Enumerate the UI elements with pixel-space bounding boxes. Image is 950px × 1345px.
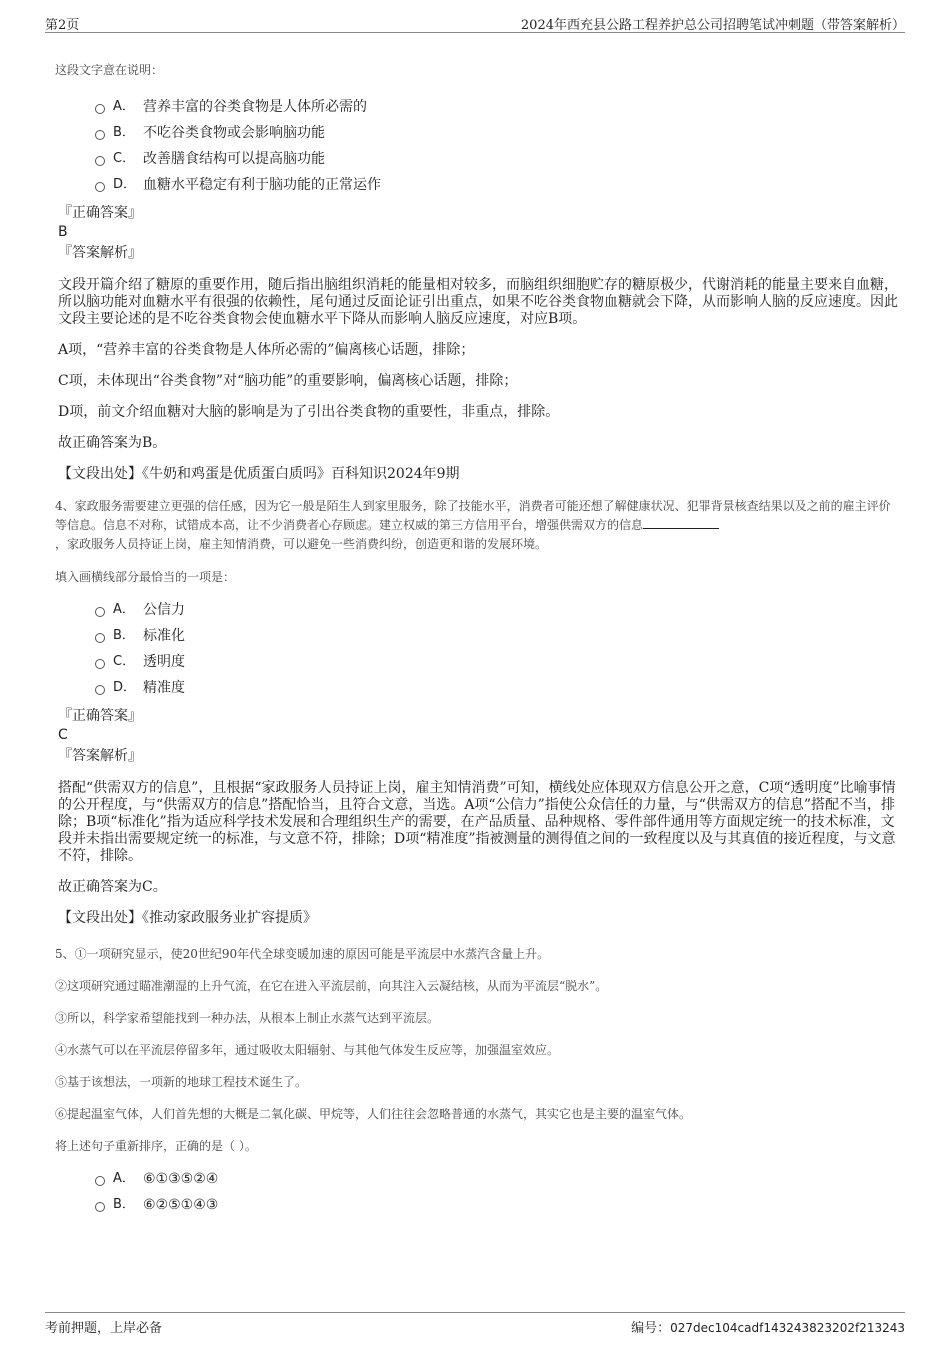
analysis-paragraph: 文段开篇介绍了糖原的重要作用，随后指出脑组织消耗的能量相对较多，而脑组织细胞贮存的糖原极少，代谢消耗的能量主要来自血糖，所以脑功能对血糖水平有很强的依赖性，尾句通过反面论证引出重点，如果不吃谷类食物血糖就会下降，从而影响人脑的反应速度。因此文段主要论述的是不吃谷类食物会使血糖水平下降从而影响人脑反应速度，对应B项。 [58, 277, 898, 327]
analysis-label: 『答案解析』 [58, 748, 142, 764]
radio-icon[interactable] [95, 130, 105, 140]
sentence: ④水蒸气可以在平流层停留多年，通过吸收太阳辐射、与其他气体发生反应等，加强温室效应。 [55, 1043, 560, 1057]
analysis-conclusion: 故正确答案为B。 [58, 435, 167, 451]
radio-icon[interactable] [95, 1176, 105, 1186]
answer-value: C [58, 727, 68, 743]
radio-icon[interactable] [95, 182, 105, 192]
question-stem: 将上述句子重新排序，正确的是（ ）。 [55, 1139, 257, 1153]
page-footer [45, 1312, 905, 1339]
page-number: 第2页 [45, 18, 80, 33]
answer-label: 『正确答案』 [58, 708, 142, 724]
radio-icon[interactable] [95, 685, 105, 695]
option-b[interactable]: B． 标准化 [95, 623, 900, 649]
option-a[interactable]: A． ⑥①③⑤②④ [95, 1166, 900, 1192]
question-stem: 填入画横线部分最恰当的一项是： [55, 570, 236, 584]
option-b[interactable]: B． ⑥②⑤①④③ [95, 1192, 900, 1218]
radio-icon[interactable] [95, 633, 105, 643]
question-4-text: 4、家政服务需要建立更强的信任感，因为它一般是陌生人到家里服务，除了技能水平，消费者可能还想了解健康状况、犯罪背景核查结果以及之前的雇主评价等信息。信息不对称，试错成本高，让不少消费者心存顾虑。建立权威的第三方信用平台，增强供需双方的信息 ，家政服务人员持证上岗，雇主知情消费，可以避免一些消费纠纷，创造更和谐的发展环境。 [55, 499, 891, 551]
radio-icon[interactable] [95, 607, 105, 617]
fill-blank [643, 516, 719, 529]
document-title: 2024年西充县公路工程养护总公司招聘笔试冲刺题（带答案解析） [520, 18, 905, 33]
answer-value: B [58, 224, 68, 240]
option-d[interactable]: D． 精准度 [95, 675, 900, 701]
radio-icon[interactable] [95, 659, 105, 669]
analysis-paragraph: D项，前文介绍血糖对大脑的影响是为了引出谷类食物的重要性，非重点，排除。 [58, 404, 560, 420]
option-b[interactable]: B． 不吃谷类食物或会影响脑功能 [95, 120, 900, 146]
analysis-label: 『答案解析』 [58, 245, 142, 261]
analysis-paragraph: C项，未体现出“谷类食物”对“脑功能”的重要影响，偏离核心话题，排除； [58, 373, 518, 389]
source-citation: 【文段出处】《牛奶和鸡蛋是优质蛋白质吗》百科知识2024年9期 [58, 466, 460, 482]
option-a[interactable]: A． 营养丰富的谷类食物是人体所必需的 [95, 94, 900, 120]
sentence: 5、①一项研究显示，使20世纪90年代全球变暖加速的原因可能是平流层中水蒸汽含量上升。 [55, 947, 550, 961]
options-list [95, 1166, 900, 1218]
radio-icon[interactable] [95, 156, 105, 166]
option-d[interactable]: D． 血糖水平稳定有利于脑功能的正常运作 [95, 172, 900, 198]
page-header [45, 12, 905, 33]
sentence: ③所以，科学家希望能找到一种办法，从根本上制止水蒸气达到平流层。 [55, 1011, 440, 1025]
footer-slogan: 考前押题，上岸必备 [45, 1321, 163, 1336]
analysis-paragraph: 搭配“供需双方的信息”，且根据“家政服务人员持证上岗，雇主知情消费”可知，横线处应体现双方信息公开之意，C项“透明度”比喻事情的公开程度，与“供需双方的信息”搭配恰当，且符合文意，当选。A项“公信力”指使公众信任的力量，与“供需双方的信息”搭配不当，排除；B项“标准化”指为适应科学技术发展和合理组织生产的需要，在产品质量、品种规格、零件部件通用等方面规定统一的技术标准，文段并未指出需要规定统一的标准，与文意不符，排除；D项“精准度”指被测量的测得值之间的一致程度以及与其真值的接近程度，与文意不符，排除。 [58, 780, 896, 864]
radio-icon[interactable] [95, 104, 105, 114]
options-list [95, 597, 900, 701]
option-c[interactable]: C． 透明度 [95, 649, 900, 675]
document-code: 编号：027dec104cadf143243823202f213243 [631, 1321, 905, 1336]
page-content [55, 55, 900, 1224]
radio-icon[interactable] [95, 1202, 105, 1212]
sentence: ⑥提起温室气体，人们首先想的大概是二氧化碳、甲烷等，人们往往会忽略普通的水蒸气，其实它也是主要的温室气体。 [55, 1107, 692, 1121]
source-citation: 【文段出处】《推动家政服务业扩容提质》 [58, 910, 317, 926]
sentence: ②这项研究通过瞄准潮湿的上升气流，在它在进入平流层前，向其注入云凝结核，从而为平流层“脱水”。 [55, 979, 608, 993]
sentence: ⑤基于该想法，一项新的地球工程技术诞生了。 [55, 1075, 308, 1089]
analysis-conclusion: 故正确答案为C。 [58, 879, 167, 895]
option-a[interactable]: A． 公信力 [95, 597, 900, 623]
answer-label: 『正确答案』 [58, 205, 142, 221]
options-list [95, 94, 900, 198]
question-stem: 这段文字意在说明： [55, 63, 164, 77]
analysis-paragraph: A项，“营养丰富的谷类食物是人体所必需的”偏离核心话题，排除； [58, 342, 475, 358]
option-c[interactable]: C． 改善膳食结构可以提高脑功能 [95, 146, 900, 172]
